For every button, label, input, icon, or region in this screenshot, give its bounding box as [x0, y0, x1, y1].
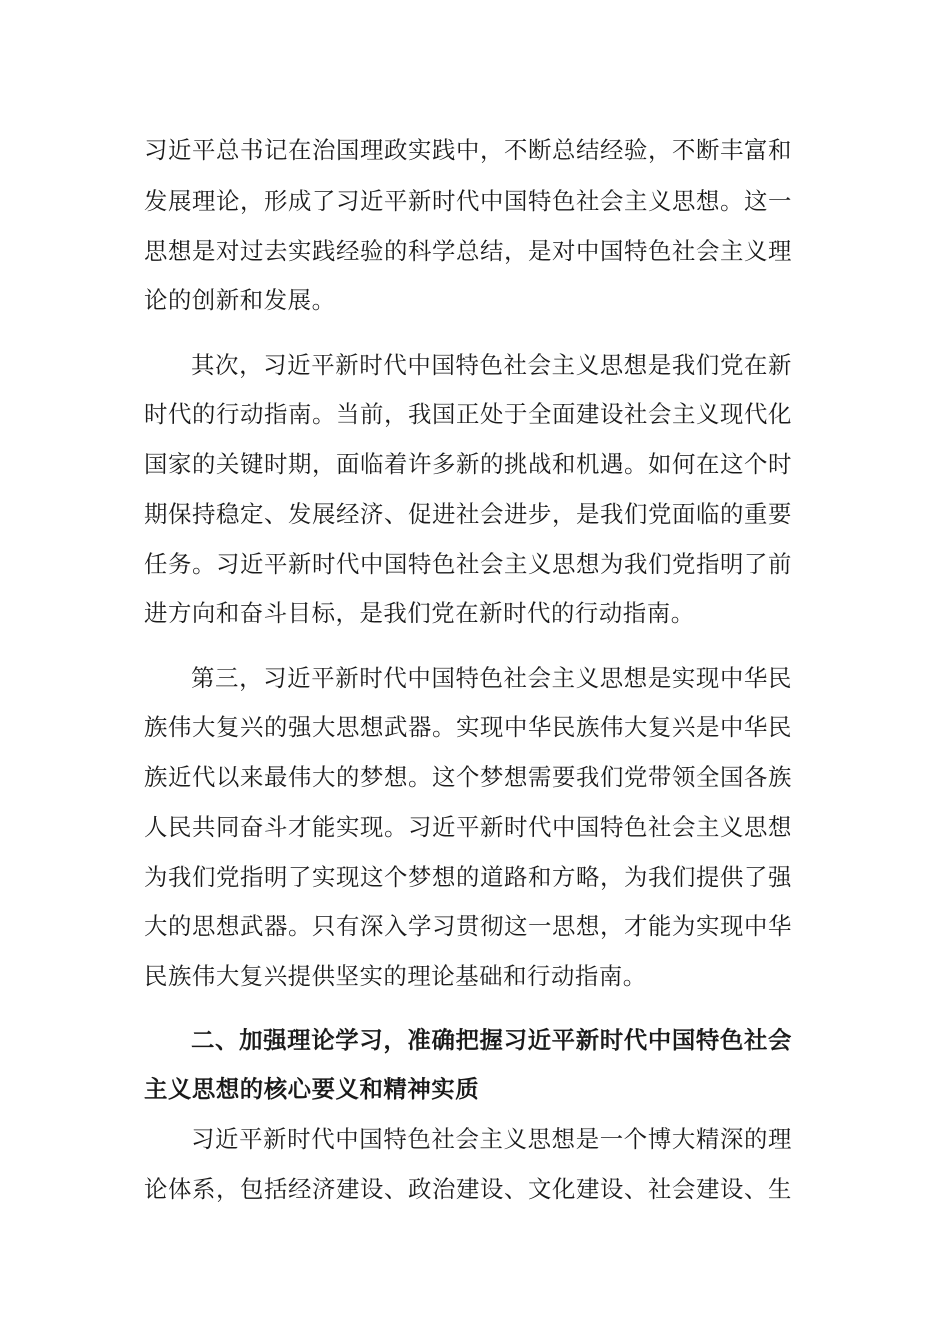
paragraph-3-line-3: 族近代以来最伟大的梦想。这个梦想需要我们党带领全国各族 — [144, 763, 792, 791]
paragraph-2-line-4: 期保持稳定、发展经济、促进社会进步，是我们党面临的重要 — [144, 500, 792, 528]
paragraph-3-line-6: 大的思想武器。只有深入学习贯彻这一思想，才能为实现中华 — [144, 912, 792, 940]
paragraph-3-line-7: 民族伟大复兴提供坚实的理论基础和行动指南。 — [144, 962, 647, 990]
paragraph-2-line-5: 任务。习近平新时代中国特色社会主义思想为我们党指明了前 — [144, 550, 792, 578]
section-heading-line-2: 主义思想的核心要义和精神实质 — [144, 1075, 480, 1103]
paragraph-3-line-5: 为我们党指明了实现这个梦想的道路和方略，为我们提供了强 — [144, 863, 792, 891]
paragraph-1-line-3: 思想是对过去实践经验的科学总结，是对中国特色社会主义理 — [144, 237, 792, 265]
paragraph-4-line-2: 论体系，包括经济建设、政治建设、文化建设、社会建设、生 — [144, 1175, 792, 1203]
paragraph-1-line-4: 论的创新和发展。 — [144, 286, 336, 314]
paragraph-1-line-1: 习近平总书记在治国理政实践中，不断总结经验，不断丰富和 — [144, 136, 792, 164]
paragraph-2-line-3: 国家的关键时期，面临着许多新的挑战和机遇。如何在这个时 — [144, 450, 792, 478]
paragraph-2-line-2: 时代的行动指南。当前，我国正处于全面建设社会主义现代化 — [144, 400, 792, 428]
paragraph-1-line-2: 发展理论，形成了习近平新时代中国特色社会主义思想。这一 — [144, 187, 792, 215]
paragraph-3-line-1: 第三，习近平新时代中国特色社会主义思想是实现中华民 — [191, 664, 792, 692]
paragraph-3-line-2: 族伟大复兴的强大思想武器。实现中华民族伟大复兴是中华民 — [144, 713, 792, 741]
paragraph-2-line-1: 其次，习近平新时代中国特色社会主义思想是我们党在新 — [191, 351, 792, 379]
paragraph-4-line-1: 习近平新时代中国特色社会主义思想是一个博大精深的理 — [191, 1125, 792, 1153]
section-heading-line-1: 二、加强理论学习，准确把握习近平新时代中国特色社会 — [191, 1026, 792, 1054]
paragraph-2-line-6: 进方向和奋斗目标，是我们党在新时代的行动指南。 — [144, 599, 695, 627]
paragraph-3-line-4: 人民共同奋斗才能实现。习近平新时代中国特色社会主义思想 — [144, 813, 792, 841]
